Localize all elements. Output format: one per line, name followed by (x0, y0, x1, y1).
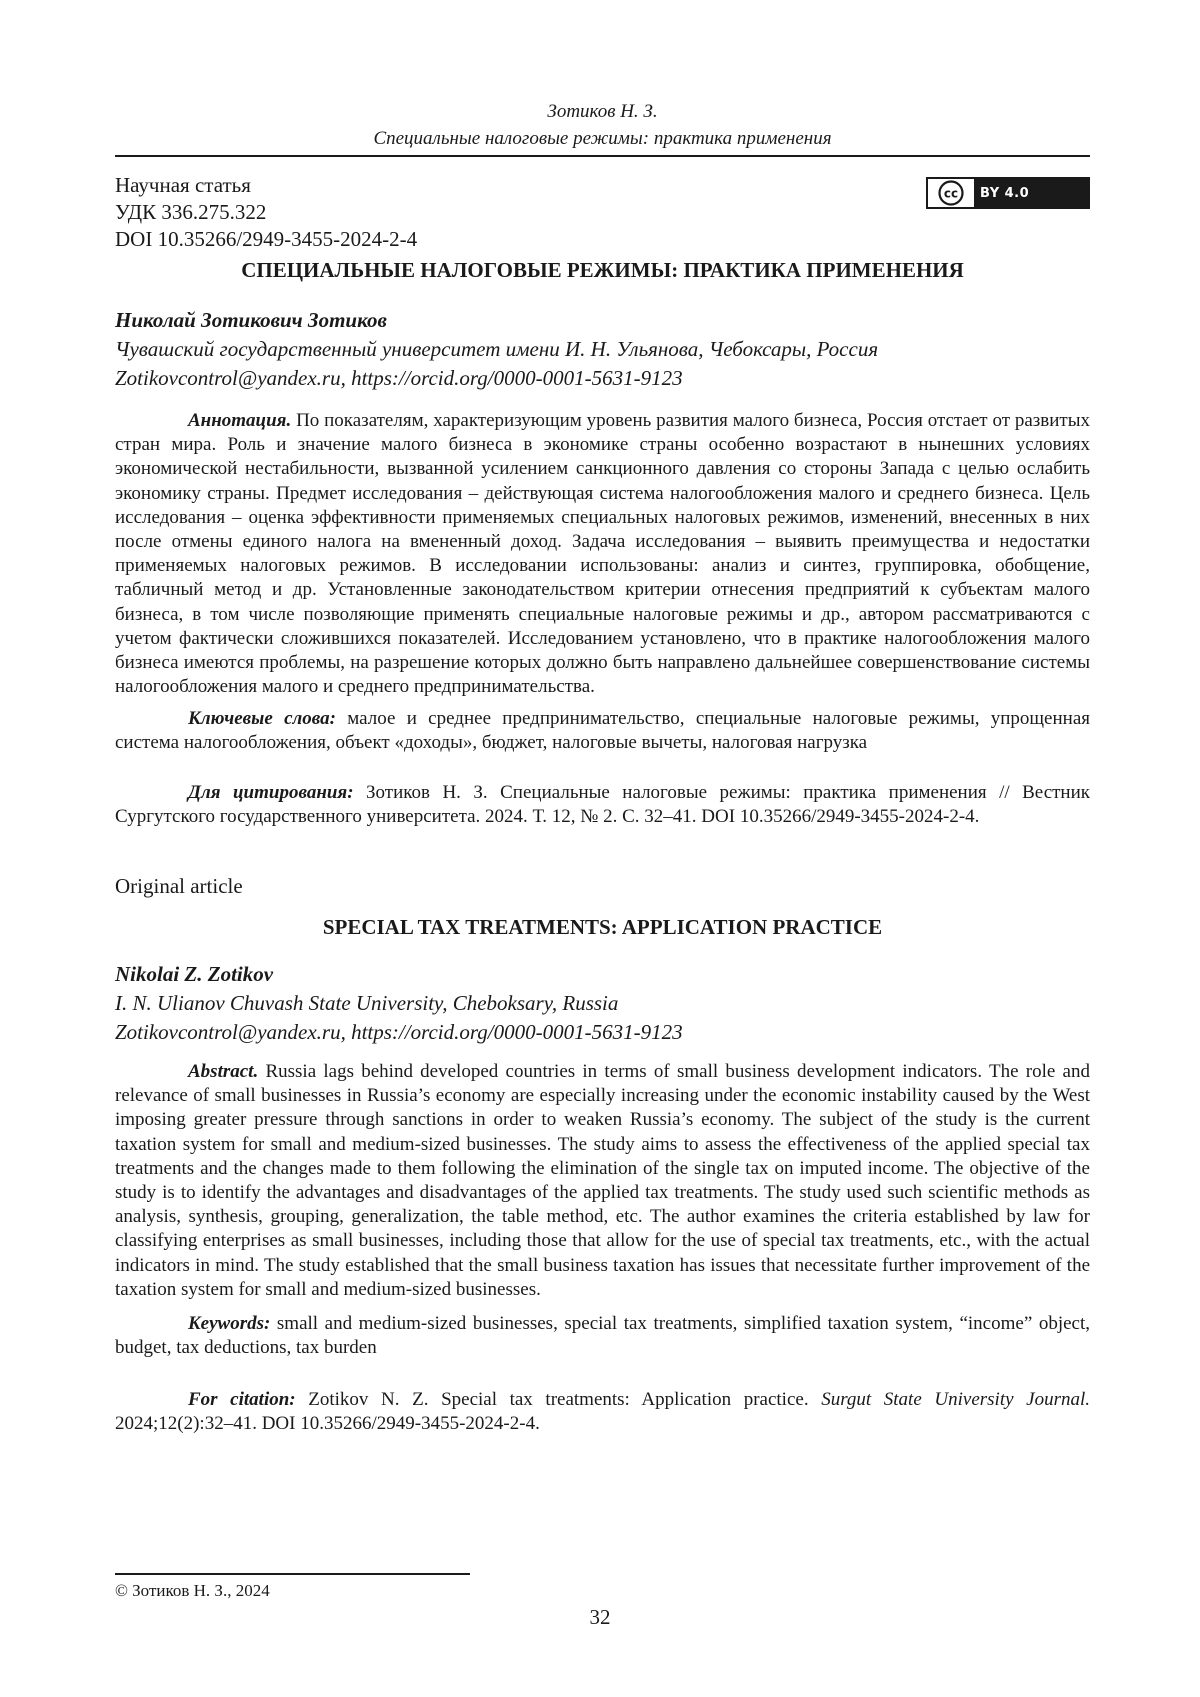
author-block-ru (115, 306, 1090, 393)
running-header-author: Зотиков Н. З. (115, 98, 1090, 125)
running-header-title: Специальные налоговые режимы: практика применения (115, 125, 1090, 152)
udc-code: УДК 336.275.322 (115, 199, 417, 226)
article-title-en: SPECIAL TAX TREATMENTS: APPLICATION PRACTICE (115, 915, 1090, 940)
cc-by-label: BY 4.0 (974, 179, 1088, 207)
citation-text-en-1: Zotikov N. Z. Special tax treatments: Application practice. (296, 1389, 822, 1410)
article-meta (115, 172, 417, 253)
contacts-en: Zotikovcontrol@yandex.ru, https://orcid.org/0000-0001-5631-9123 (115, 1018, 1090, 1047)
citation-journal-en: Surgut State University Journal. (821, 1389, 1090, 1410)
citation-en (115, 1388, 1090, 1436)
citation-ru (115, 781, 1090, 829)
citation-text-en-2: 2024;12(2):32–41. DOI 10.35266/2949-3455-2024-2-4. (115, 1413, 540, 1434)
keywords-label-ru: Ключевые слова: (188, 708, 336, 729)
contacts-ru: Zotikovcontrol@yandex.ru, https://orcid.org/0000-0001-5631-9123 (115, 364, 1090, 393)
cc-icon-label: cc (944, 187, 958, 201)
citation-text-ru: Зотиков Н. З. Специальные налоговые режимы: практика применения // Вестник Сургутского государственного университета. 2024. Т. 12, № 2. С. 32–41. DOI 10.35266/2949-3455-2024-2-4. (115, 782, 1090, 827)
abstract-ru (115, 409, 1090, 699)
keywords-text-ru: малое и среднее предпринимательство, специальные налоговые режимы, упрощенная система налогообложения, объект «доходы», бюджет, налоговые вычеты, налоговая нагрузка (115, 708, 1090, 753)
keywords-label-en: Keywords: (188, 1313, 270, 1334)
citation-label-en: For citation: (188, 1389, 296, 1410)
doi: DOI 10.35266/2949-3455-2024-2-4 (115, 226, 417, 253)
abstract-en (115, 1060, 1090, 1302)
author-block-en (115, 960, 1090, 1047)
abstract-label-ru: Аннотация. (188, 410, 291, 431)
abstract-text-en: Russia lags behind developed countries in terms of small business development indicators. The role and relevance of small businesses in Russia’s economy are especially increasing under the economic instability caused by the West imposing greater pressure through sanctions in order to weaken Russia’s economy. The subject of the study is the current taxation system for small and medium-sized businesses. The study aims to assess the effectiveness of the applied special tax treatments and the changes made to them following the elimination of the single tax on imputed income. The objective of the study is to identify the advantages and disadvantages of the applied tax treatments. The study used such scientific methods as analysis, synthesis, grouping, generalization, the table method, etc. The author examines the criteria established by law for classifying enterprises as small businesses, including those that allow for the use of special tax treatments, etc., with the actual indicators in mind. The study established that the small business taxation has issues that necessitate further improvement of the taxation system for small and medium-sized businesses. (115, 1061, 1090, 1300)
article-title-ru: СПЕЦИАЛЬНЫЕ НАЛОГОВЫЕ РЕЖИМЫ: ПРАКТИКА ПРИМЕНЕНИЯ (115, 258, 1090, 283)
author-name-ru: Николай Зотикович Зотиков (115, 306, 1090, 335)
keywords-text-en: small and medium-sized businesses, special tax treatments, simplified taxation system, “income” object, budget, tax deductions, tax burden (115, 1313, 1090, 1358)
author-name-en: Nikolai Z. Zotikov (115, 960, 1090, 989)
article-type: Научная статья (115, 172, 417, 199)
copyright-notice: © Зотиков Н. З., 2024 (115, 1581, 270, 1601)
article-page (0, 0, 1200, 1697)
affiliation-en: I. N. Ulianov Chuvash State University, Cheboksary, Russia (115, 989, 1090, 1018)
footnote-divider (115, 1573, 470, 1575)
header-divider (115, 155, 1090, 157)
affiliation-ru: Чувашский государственный университет имени И. Н. Ульянова, Чебоксары, Россия (115, 335, 1090, 364)
citation-label-ru: Для цитирования: (188, 782, 354, 803)
abstract-text-ru: По показателям, характеризующим уровень развития малого бизнеса, Россия отстает от развитых стран мира. Роль и значение малого бизнеса в экономике страны особенно возрастают в нынешних условиях экономической нестабильности, вызванной усилением санкционного давления со стороны Запада с целью ослабить экономику страны. Предмет исследования – действующая система налогообложения малого и среднего бизнеса. Цель исследования – оценка эффективности применяемых специальных налоговых режимов, изменений, внесенных в них после отмены единого налога на вмененный доход. Задача исследования – выявить преимущества и недостатки применяемых налоговых режимов. В исследовании использованы: анализ и синтез, группировка, обобщение, табличный метод и др. Установленные законодательством критерии отнесения предприятий к субъектам малого бизнеса, в том числе позволяющие применять специальные налоговые режимы и др., автором рассматриваются с учетом фактически сложившихся показателей. Исследованием установлено, что в практике налогообложения малого бизнеса имеются проблемы, на разрешение которых должно быть направлено дальнейшее совершенствование системы налогообложения малого и среднего предпринимательства. (115, 410, 1090, 697)
cc-icon (928, 179, 974, 207)
abstract-label-en: Abstract. (188, 1061, 258, 1082)
page-number: 32 (0, 1605, 1200, 1630)
article-type-en: Original article (115, 874, 243, 899)
keywords-ru (115, 707, 1090, 755)
cc-license-badge[interactable] (926, 177, 1090, 209)
running-header (115, 98, 1090, 152)
keywords-en (115, 1312, 1090, 1360)
